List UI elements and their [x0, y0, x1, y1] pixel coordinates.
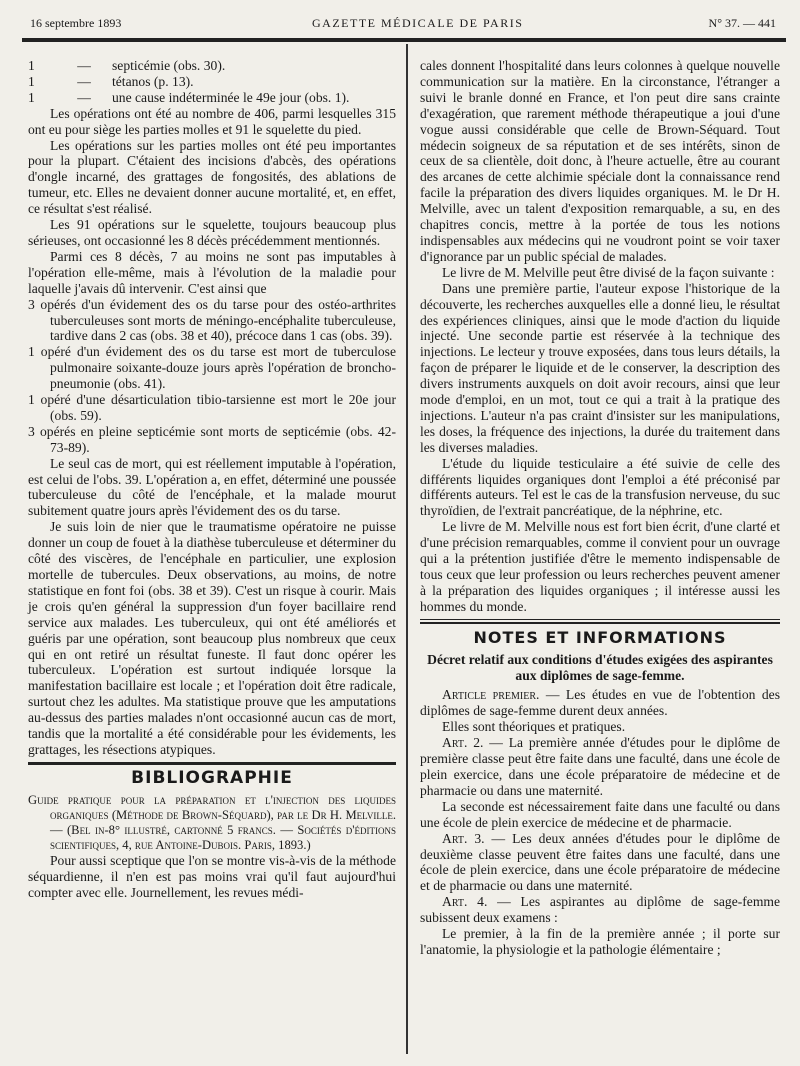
list-item-text: une cause indéterminée le 49e jour (obs. 1).: [112, 89, 350, 105]
article-text: Le premier, à la fin de la première année ; il porte sur l'anatomie, la physiologie et la pathologie élémentaire ;: [420, 926, 780, 957]
article-paragraph: [420, 687, 780, 719]
article-text: Elles sont théoriques et pratiques.: [442, 719, 626, 735]
paragraph: Je suis loin de nier que le traumatisme opératoire ne puisse donner un coup de fouet à la diathèse tuberculeuse et déterminer du côté des viscères, de l'encéphale en particulier, une explosion mortelle de tubercules. Deux observations, au moins, de notre statistique en font foi (obs. 38 et 39). C'est un risque à courir. Mais je crois qu'en général la suppression d'un foyer bacillaire rend service aux malades. Les tuberculeux, qui ont été améliorés et guéris par une opération, sont beaucoup plus nombreux que ceux qui en ont retiré un résultat funeste. Il faut donc opérer les tuberculeux. L'opération est surtout indiquée lorsque la manifestation bacillaire est locale ; et l'opération doit être radicale, surtout chez les adultes. Ma statistique prouve que les amputations au-dessus des parties malades n'ont occasionné aucun cas de mort, tandis que la mortalité a été considérable pour les évidements, les grattages, les résections atypiques.: [28, 519, 396, 757]
list-item-text: tétanos (p. 13).: [112, 73, 194, 89]
article-paragraph: [420, 831, 780, 895]
list-item-dash: —: [77, 73, 91, 89]
article-label: Art. 3.: [442, 830, 485, 846]
paragraph: L'étude du liquide testiculaire a été suivie de celle des différents liquides organiques dont l'emploi a été préconisé par différents auteurs. Tel est le cas de la transfusion nerveuse, du suc thyroïdien, de l'extrait pancréatique, de la néphrine, etc.: [420, 455, 780, 519]
paragraph: Les 91 opérations sur le squelette, toujours beaucoup plus sérieuses, ont occasionné les 8 décès précédemment mentionnés.: [28, 217, 396, 248]
paragraph: Pour aussi sceptique que l'on se montre vis-à-vis de la méthode séquardienne, il n'en est pas moins vrai qu'il faut aujourd'hui compter avec elle. Journellement, les revues médi-: [28, 852, 396, 900]
paragraph: Parmi ces 8 décès, 7 au moins ne sont pas imputables à l'opération elle-même, mais à l'évolution de la maladie pour laquelle j'avais dû intervenir. C'est ainsi que: [28, 248, 396, 296]
decree-title: Décret relatif aux conditions d'études exigées des aspirantes aux diplômes de sage-femme.: [427, 651, 773, 683]
article-text: — Les études en vue de l'obtention des diplômes de sage-femme durent deux années.: [420, 687, 780, 719]
list-item-count: 1: [28, 89, 35, 105]
bibliographie-heading: BIBLIOGRAPHIE: [131, 767, 293, 788]
paragraph: Le livre de M. Melville nous est fort bien écrit, d'une clarté et d'une précision remarquables, comme il convient pour un ouvrage qui a la prétention justifiée d'être le memento indispensable de tous ceux que leur profession ou leurs recherches peuvent amener à la préparation des liquides organiques ; il intéresse aussi les hommes du monde.: [420, 519, 780, 614]
paragraph: Le livre de M. Melville peut être divisé de la façon suivante :: [442, 264, 775, 280]
header-journal-title: GAZETTE MÉDICALE DE PARIS: [312, 16, 524, 30]
right-column: [420, 58, 780, 958]
article-label: Art. 2.: [442, 735, 484, 751]
case-item: 3 opérés d'un évidement des os du tarse pour des ostéo-arthrites tuberculeuses sont morts de méningo-encéphalite tuberculeuse, tardive dans 2 cas (obs. 38 et 40), précoce dans 1 cas (obs. 39).: [28, 296, 396, 344]
paragraph: cales donnent l'hospitalité dans leurs colonnes à quelque nouvelle communication sur la matière. En la circonstance, l'étranger a suivi le branle donné en France, et l'on peut dire sans crainte d'exagération, que rarement méthode thérapeutique a joui d'une vogue aussi considérable que celle de Brown-Séquard. Tout médecin soigneux de sa réputation et de ses intérêts, sinon de ceux de sa clientèle, doit donc, à l'heure actuelle, être au courant des arcanes de cette alchimie spéciale dont la connaissance rend facile la préparation des divers liquides organiques. M. le Dr H. Melville, avec un talent d'exposition remarquable, a su, en des chapitres concis, mettre à la portée de tous les notions indispensables aux médecins qui ne voudront point se voir taxer d'ignorance par un public spécial de malades.: [420, 58, 780, 264]
column-divider: [406, 44, 408, 1054]
article-text: — Les deux années d'études pour le diplôme de deuxième classe peuvent être faites dans une faculté, dans une école de plein exercice, dans une école préparatoire de médecine et de pharmacie ou dans une maternité.: [420, 830, 780, 894]
article-text: — La première année d'études pour le diplôme de première classe peut être faite dans une faculté, dans une école de plein exercice, dans une école préparatoire de médecine et de pharmacie ou dans une maternité.: [420, 735, 780, 798]
list-item-dash: —: [77, 89, 91, 105]
paragraph: Les opérations sur les parties molles ont été peu importantes pour la plupart. C'étaient des incisions d'abcès, des opérations d'ongle incarné, des grattages de fongosités, des ablations de tumeur, etc. Elles ne devaient donner aucune mortalité, et, en effet, ce résultat s'est réalisé.: [28, 137, 396, 217]
article-paragraph: [420, 799, 780, 831]
list-item-count: 1: [28, 73, 35, 89]
article-paragraph: [420, 719, 780, 735]
notes-heading: NOTES ET INFORMATIONS: [473, 627, 727, 647]
case-item: 1 opéré d'un évidement des os du tarse est mort de tuberculose pulmonaire soixante-douze jours après l'opération de broncho-pneumonie (obs. 41).: [28, 344, 396, 392]
list-item: [28, 90, 396, 106]
list-item: [28, 74, 396, 90]
paragraph: Le seul cas de mort, qui est réellement imputable à l'opération, est celui de l'obs. 39. L'opération a, en effet, déterminé une poussée tuberculeuse du côté de l'encéphale, et la malade mourut subitement quatre jours après l'évidement des os du tarse.: [28, 455, 396, 519]
case-item: 3 opérés en pleine septicémie sont morts de septicémie (obs. 42-73-89).: [28, 423, 396, 455]
paragraph: Dans une première partie, l'auteur expose l'historique de la découverte, les recherches auxquelles elle a donné lieu, le résultat des expériences cliniques, ainsi que le mode d'action du liquide injecté. Une seconde partie est réservée à la technique des injections. Le lecteur y trouve exposées, dans tous leurs détails, la façon de préparer le liquide et de le conserver, la description des divers instruments auxquels on doit avoir recours, ainsi que leur mode d'emploi, en un mot, tout ce qui a trait à la pratique des injections. L'auteur n'a pas craint d'insister sur les manipulations, les doses, la fréquence des injections, la durée du traitement dans les diverses maladies.: [420, 280, 780, 455]
list-item-text: septicémie (obs. 30).: [112, 58, 226, 73]
list-item-dash: —: [77, 58, 91, 73]
header-date: 16 septembre 1893: [30, 16, 122, 30]
list-item: [28, 58, 396, 74]
header-issue-page: N° 37. — 441: [708, 16, 776, 30]
paragraph: Les opérations ont été au nombre de 406, parmi lesquelles 315 ont eu pour siège les parties molles et 91 le squelette du pied.: [28, 105, 396, 137]
article-text: La seconde est nécessairement faite dans une faculté ou dans une école de plein exercice de médecine et de pharmacie.: [420, 798, 780, 830]
left-column: [28, 58, 396, 901]
page-header: [22, 12, 786, 34]
article-label: Art. 4.: [442, 894, 488, 910]
list-item-count: 1: [28, 58, 35, 73]
section-rule: [420, 619, 780, 624]
header-rule: [22, 38, 786, 42]
article-label: Article premier.: [442, 687, 540, 703]
article-text: — Les aspirantes au diplôme de sage-femme subissent deux examens :: [420, 894, 780, 926]
case-item: 1 opéré d'une désarticulation tibio-tarsienne est mort le 20e jour (obs. 59).: [28, 392, 396, 423]
article-paragraph: [420, 735, 780, 799]
article-paragraph: [420, 926, 780, 958]
section-rule: [28, 762, 396, 765]
article-paragraph: [420, 894, 780, 926]
bibliography-reference: Guide pratique pour la préparation et l'injection des liquides organiques (Méthode de Brown-Séquard), par le Dr H. Melville. — (Bel in-8° illustré, cartonné 5 francs. — Sociétés d'éditions scientifiques, 4, rue Antoine-Dubois. Paris, 1893.): [28, 792, 396, 852]
